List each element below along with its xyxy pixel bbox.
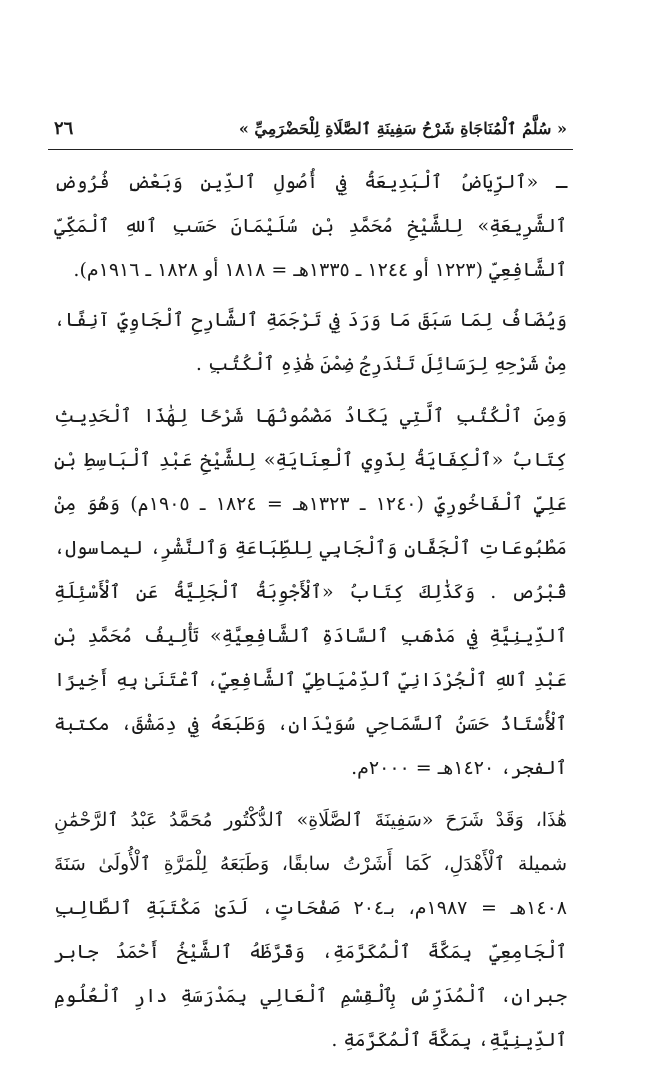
paragraph-2: وَيُضَافُ لِمَا سَبَقَ مَا وَرَدَ فِي تَرْجَمَةِ ٱلشَّارِحِ ٱلْجَاوِيِّ آنِفًا، مِنْ شَرْحِهِ لِرَسَائِلَ تَنْدَرِجُ ضِمْنَ هَٰذِهِ ٱلْكُتُبِ . <box>54 309 567 375</box>
page-number: ٢٦ <box>54 118 74 139</box>
book-page <box>48 118 573 1070</box>
page-header <box>48 118 573 149</box>
paragraph-3: وَمِنَ ٱلْكُتُبِ ٱلَّتِي يَكَادُ مَضْمُونُهَا شَرْحًا لِهَٰذَا ٱلْحَدِيثِ كِتَابُ «ٱلْكِفَايَةُ لِذَوِي ٱلْعِنَايَةِ» لِلشَّيْخِ عَبْدِ ٱلْبَاسِطِ بْنِ عَلِيٍّ ٱلْفَاخُورِيِّ (١٢٤٠ ـ ١٣٢٣هـ = ١٨٢٤ ـ ١٩٠٥م) وَهُوَ مِنْ مَطْبُوعَاتِ ٱلْجَفَّانِ وَٱلْجَابِي لِلطِّبَاعَةِ وَٱلنَّشْرِ، ليماسول، قُبْرُص . وَكَذَٰلِكَ كِتَابُ «ٱلْأَجْوِبَةُ ٱلْجَلِيَّةُ عَنِ ٱلْأَسْئِلَةِ ٱلدِّينِيَّةِ فِي مَذْهَبِ ٱلسَّادَةِ ٱلشَّافِعِيَّةِ» تَأْلِيفُ مُحَمَّدِ بْنِ عَبْدِ ٱللهِ ٱلْجُرْدَانِيِّ ٱلدِّمْيَاطِيِّ ٱلشَّافِعِيِّ، ٱعْتَنَىٰ بِهِ أَخِيرًا ٱلْأُسْتَاذُ حَسَنُ ٱلسَّمَاحِي سُوَيْدَان، وَطَبَعَهُ فِي دِمَشْقَ، مكتبة ٱلفجر، ١٤٢٠هـ = ٢٠٠٠م. <box>54 405 567 779</box>
running-title: « سُلَّمُ ٱلْمُنَاجَاةِ شَرْحُ سَفِينَةِ ٱلصَّلَاةِ لِلْحَضْرَمِيِّ » <box>238 119 567 138</box>
paragraph-1: ـ «ٱلرِّيَاضُ ٱلْبَدِيعَةُ فِي أُصُولِ ٱلدِّينِ وَبَعْضِ فُرُوضِ ٱلشَّرِيعَةِ» لِلشَّيْخِ مُحَمَّدِ بْنِ سُلَيْمَانَ حَسَبِ ٱللهِ ٱلْمَكِّيِّ ٱلشَّافِعِيِّ (١٢٢٣ أو ١٢٤٤ ـ ١٣٣٥هـ = ١٨١٨ أو ١٨٢٨ ـ ١٩١٦م). <box>54 171 567 281</box>
paragraph-4: هَٰذَا، وَقَدْ شَرَحَ «سَفِينَةَ ٱلصَّلَاةِ» ٱلدُّكْتُور مُحَمَّدُ عَبْدُ ٱلرَّحْمَٰنِ شميلة ٱلْأَهْدَلِ، كَمَا أَشَرْتُ سابقًا، وَطَبَعَهُ لِلْمَرَّةِ ٱلْأُولَىٰ سَنَةَ ١٤٠٨هـ = ١٩٨٧م، بـ٢٠٤ صَفْحَاتٍ، لَدَىٰ مَكْتَبَةِ ٱلطَّالِبِ ٱلْجَامِعِيِّ بِمَكَّةَ ٱلْمُكَرَّمَةِ، وَقَرَّظَهُ ٱلشَّيْخُ أَحْمَدُ جابر جبران، ٱلْمُدَرِّسُ بِٱلْقِسْمِ ٱلْعَالِي بِمَدْرَسَةِ دارِ ٱلْعُلُومِ ٱلدِّينِيَّةِ، بِمَكَّةَ ٱلْمُكَرَّمَةِ . <box>54 809 567 1051</box>
header-divider <box>48 149 573 150</box>
